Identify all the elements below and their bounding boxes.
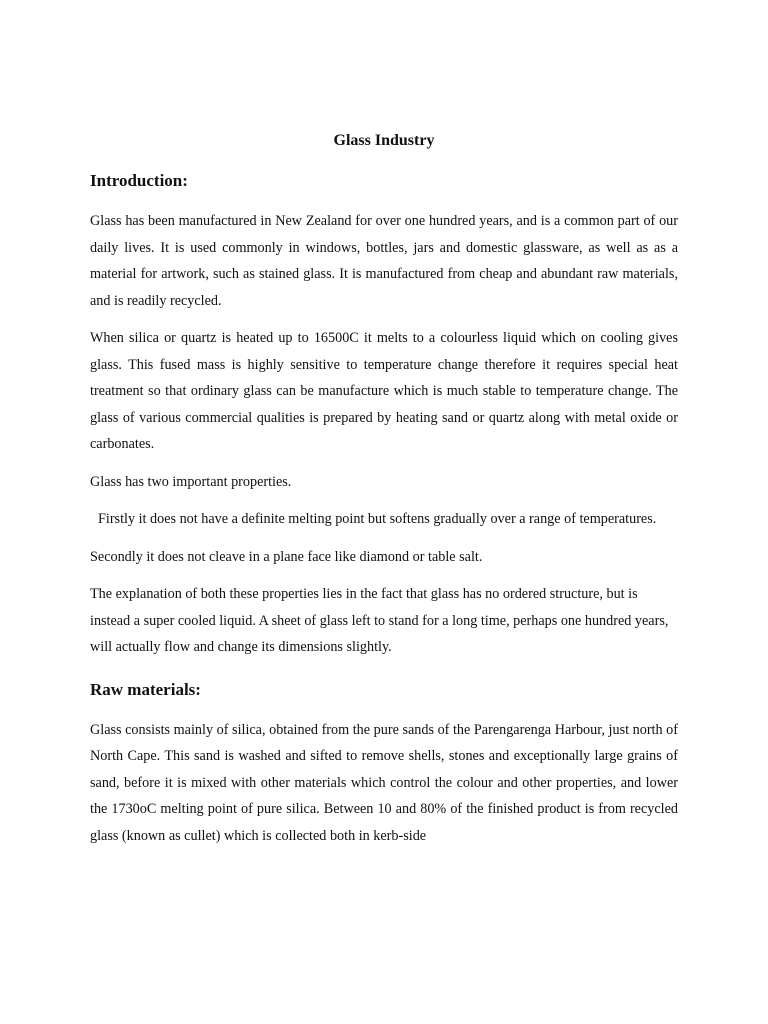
paragraph-intro-4: Firstly it does not have a definite melting point but softens gradually over a range of temperatures. [98,511,657,527]
paragraph-intro-3: Glass has two important properties. [90,473,292,490]
section-heading-raw-materials: Raw materials: [90,679,201,699]
paragraph-intro-5: Secondly it does not cleave in a plane face like diamond or table salt. [90,548,483,565]
paragraph-intro-1: Glass has been manufactured in New Zealand for over one hundred years, and is a common part of our daily lives. It is used commonly in windows, bottles, jars and domestic glassware, as well as as a material for artwork, such as stained glass. It is manufactured from cheap and abundant raw materials, and is readily recycled. [90,213,678,309]
paragraph-raw-1: Glass consists mainly of silica, obtained from the pure sands of the Parengarenga Harbour, just north of North Cape. This sand is washed and sifted to remove shells, stones and exceptionally large grains of sand, before it is mixed with other materials which control the colour and other properties, and lower the 1730oC melting point of pure silica. Between 10 and 80% of the finished product is from recycled glass (known as cullet) which is collected both in kerb-side [90,721,678,844]
paragraph-intro-6: The explanation of both these properties lies in the fact that glass has no ordered structure, but is instead a super cooled liquid. A sheet of glass left to stand for a long time, perhaps one hundred years, will actually flow and change its dimensions slightly. [90,586,669,655]
paragraph-intro-2: When silica or quartz is heated up to 16500C it melts to a colourless liquid which on cooling gives glass. This fused mass is highly sensitive to temperature change therefore it requires special heat treatment so that ordinary glass can be manufacture which is much stable to temperature change. The glass of various commercial qualities is prepared by heating sand or quartz along with metal oxide or carbonates. [90,330,678,452]
document-title: Glass Industry [333,132,435,149]
section-heading-introduction: Introduction: [90,171,188,190]
